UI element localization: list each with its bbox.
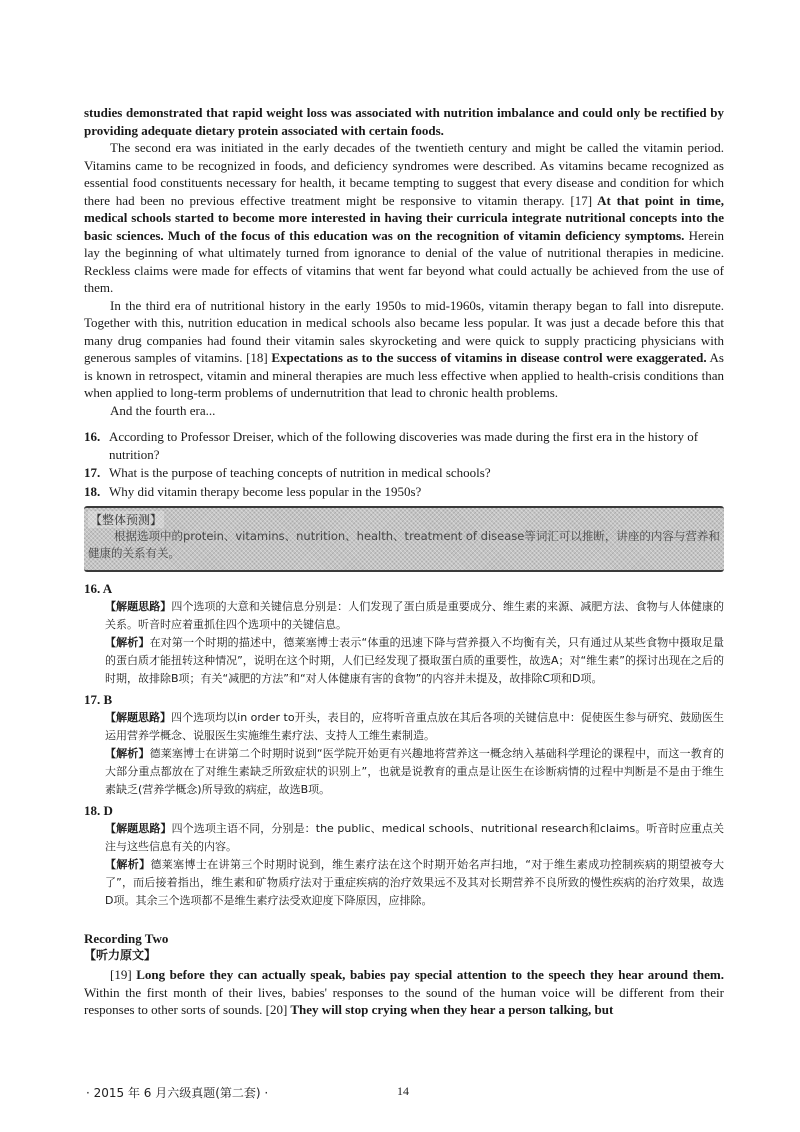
passage-paragraph-4: And the fourth era... [110, 402, 216, 418]
transcript-bold-text: Long before they can actually speak, babies pay special attention to the speech they hear around them. [131, 967, 724, 982]
question-text: According to Professor Dreiser, which of the following discoveries was made during the first era in the history of nutrition? [109, 429, 699, 462]
answer-number: 17. B [84, 692, 113, 707]
analysis-label: 【解析】 [105, 858, 151, 871]
analysis-text: 四个选项主语不同，分别是：the public、medical schools、nutritional research和claims。听音时应重点关注与这些信息有关的内容。 [105, 822, 725, 853]
analysis-label: 【解题思路】 [105, 711, 172, 724]
recording-title: Recording Two [84, 931, 169, 946]
question-marker-19: [19] [110, 967, 132, 982]
answer-number: 16. A [84, 581, 113, 596]
preview-text: 根据选项中的protein、vitamins、nutrition、health、treatment of disease等词汇可以推断，讲座的内容与营养和健康的关系有关。 [88, 529, 720, 560]
question-number: 17. [84, 465, 101, 480]
question-item [84, 464, 724, 482]
question-number: 16. [84, 429, 101, 444]
question-marker-20: [20] [265, 1002, 288, 1017]
preview-title: 【整体预测】 [90, 513, 163, 527]
analysis-text: 德莱塞博士在讲第三个时期时说到，维生素疗法在这个时期开始名声扫地，“对于维生素成功控制疾病的期望被夸大了”，而后接着指出，维生素和矿物质疗法对于重症疾病的治疗效果远不及其对长期营养不良所致的慢性疾病的治疗效果，故选D项。其余三个选项都不是维生素疗法受欢迎度下降原因，应排除。 [105, 858, 724, 907]
passage-paragraph-2 [84, 139, 724, 297]
analysis-text: 四个选项的大意和关键信息分别是：人们发现了蛋白质是重要成分、维生素的来源、减肥方法、食物与人体健康的关系。听音时应着重抓住四个选项中的关键信息。 [105, 600, 724, 631]
passage-paragraph-3 [84, 297, 724, 402]
overall-prediction-box [84, 506, 724, 572]
page-footer-source: · 2015 年 6 月六级真题(第二套) · [86, 1086, 269, 1100]
answer-analysis [84, 820, 724, 856]
question-list [84, 428, 724, 500]
question-marker-18: [18] [246, 350, 268, 365]
analysis-label: 【解题思路】 [105, 822, 172, 835]
answer-analysis [84, 745, 724, 799]
question-text: What is the purpose of teaching concepts of nutrition in medical schools? [109, 465, 491, 480]
answer-section [84, 580, 724, 910]
passage-text: In the third era of nutritional history in the early 1950s to mid-1960s, vitamin therapy began to fall into disrepute. Together with this, nutrition education in medical schools also became less popular. It was just a decade before this that many drug companies had found their vitamin sales skyrocketing and were quick to supply practicing physicians with generous samples of vitamins. [84, 297, 724, 365]
analysis-text: 四个选项均以in order to开头，表目的，应将听音重点放在其后各项的关键信息中：促使医生参与研究、鼓励医生运用营养学概念、说服医生实施维生素疗法、支持人工维生素制造。 [105, 711, 724, 742]
answer-block-16 [84, 580, 724, 688]
passage-paragraph-1 [84, 104, 724, 139]
answer-analysis [84, 598, 724, 634]
analysis-text: 德莱塞博士在讲第二个时期时说到“医学院开始更有兴趣地将营养这一概念纳入基础科学理论的课程中，而这一教育的大部分重点都放在了对维生素缺乏所致症状的识别上”，也就是说教育的重点是让医生在诊断病情的过程中判断是不是由于维生素缺乏(营养学概念)所导致的病症，故选B项。 [105, 747, 724, 796]
question-marker-17: [17] [570, 192, 593, 208]
recording-transcript [84, 966, 724, 1019]
answer-analysis [84, 856, 724, 910]
question-item [84, 428, 724, 463]
transcript-text: Within the first month of their lives, babies' responses to the sound of the human voice will be different from their responses to other sorts of sounds. [84, 984, 724, 1017]
analysis-text: 在对第一个时期的描述中，德莱塞博士表示“体重的迅速下降与营养摄入不均衡有关，只有通过从某些食物中摄取足量的蛋白质才能扭转这种情况”，说明在这个时期，人们已经发现了摄取蛋白质的重要性，故选A；对“维生素”的探讨出现在之后的时期，故排除B项；有关“减肥的方法”和“对人体健康有害的食物”的内容并未提及，故排除C项和D项。 [105, 636, 724, 685]
passage-text: As is known in retrospect, vitamin and mineral therapies are much less effective when applied to health-crisis conditions than when applied to long-term problems of undernutrition that lead to chronic health problems. [84, 350, 724, 400]
answer-analysis [84, 709, 724, 745]
answer-analysis [84, 634, 724, 688]
analysis-label: 【解题思路】 [105, 600, 172, 613]
passage-bold-text: At that point in time, medical schools started to become more interested in having their curricula integrate nutritional concepts into the basic sciences. Much of the focus of this education was on the recognition of vitamin deficiency symptoms. [84, 192, 725, 243]
question-number: 18. [84, 483, 101, 499]
passage-text: The second era was initiated in the early decades of the twentieth century and might be called the vitamin period. Vitamins came to be recognized in foods, and deficiency syndromes were described. As vitamins became recognized as essential food constituents necessary for health, it became tempting to suggest that every disease and condition for which there had been no previous effective treatment might be responsive to vitamin therapy. [84, 140, 724, 208]
answer-block-18 [84, 802, 724, 910]
passage-text: Herein lay the beginning of what ultimately turned from ignorance to denial of the value of nutritional therapies in medicine. Reckless claims were made for effects of vitamins that went far beyond what could actually be achieved from the use of them. [84, 227, 724, 295]
recording-subtitle: 【听力原文】 [84, 948, 157, 962]
transcript-bold-text: They will stop crying when they hear a person talking, but [287, 1002, 614, 1017]
passage-bold-text: Expectations as to the success of vitamins in disease control were exaggerated. [267, 350, 707, 365]
document-body [84, 104, 724, 1019]
passage-bold-text: studies demonstrated that rapid weight loss was associated with nutrition imbalance and could only be rectified by providing adequate dietary protein associated with certain foods. [84, 105, 724, 138]
question-item [84, 483, 724, 501]
answer-block-17 [84, 691, 724, 799]
answer-number: 18. D [84, 803, 113, 818]
analysis-label: 【解析】 [105, 747, 150, 760]
page-number: 14 [397, 1084, 409, 1098]
analysis-label: 【解析】 [105, 636, 150, 649]
question-text: Why did vitamin therapy become less popular in the 1950s? [109, 483, 422, 499]
